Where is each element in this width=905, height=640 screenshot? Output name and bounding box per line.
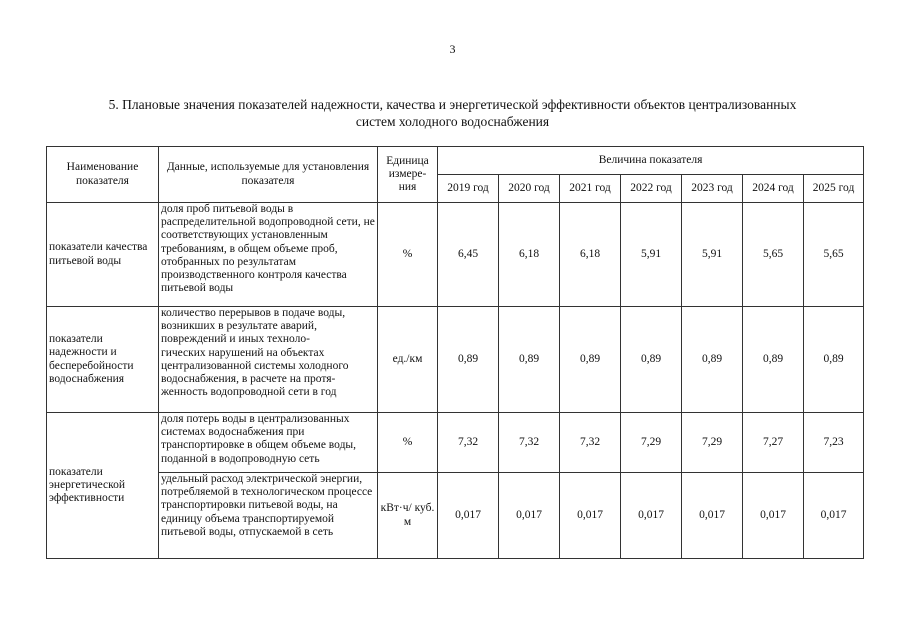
value-cell: 0,017 [499,473,560,559]
section-heading-line-2: систем холодного водоснабжения [355,114,550,129]
value-cell: 6,18 [560,203,621,307]
value-cell: 7,32 [560,413,621,473]
value-cell: 7,32 [438,413,499,473]
value-cell: 0,017 [560,473,621,559]
indicator-unit: ед./км [378,307,438,413]
value-cell: 7,23 [804,413,864,473]
value-cell: 6,45 [438,203,499,307]
value-cell: 0,89 [560,307,621,413]
value-cell: 0,017 [438,473,499,559]
value-cell: 7,32 [499,413,560,473]
header-value-group: Величина показателя [438,147,864,175]
indicator-description: удельный расход электрической энергии, потребляемой в технологическом процессе транспортировки питьевой воды, на единицу объема транспортируемой питьевой воды, отпускаемой в сеть [159,473,378,559]
table-row [47,473,864,559]
table-row [47,203,864,307]
indicators-table [46,146,864,559]
indicator-unit: % [378,203,438,307]
header-year: 2023 год [682,175,743,203]
value-cell: 7,29 [682,413,743,473]
value-cell: 0,017 [682,473,743,559]
header-year: 2024 год [743,175,804,203]
header-year: 2020 год [499,175,560,203]
indicator-description: доля проб питьевой воды в распределительной водопроводной сети, не соответствующих установленным требованиям, в общем объеме проб, отобранных по результатам производственного контроля качества питьевой воды [159,203,378,307]
value-cell: 0,89 [743,307,804,413]
indicator-unit: % [378,413,438,473]
value-cell: 0,89 [438,307,499,413]
page-number: 3 [449,42,456,56]
table-row [47,307,864,413]
value-cell: 5,91 [682,203,743,307]
header-year: 2019 год [438,175,499,203]
header-year: 2021 год [560,175,621,203]
value-cell: 0,89 [682,307,743,413]
indicator-name: показатели надежности и бесперебойности водоснабжения [47,307,159,413]
value-cell: 5,65 [743,203,804,307]
indicator-description: доля потерь воды в централизованных системах водоснабжения при транспортировке в общем объеме воды, поданной в водопроводную сеть [159,413,378,473]
value-cell: 0,89 [804,307,864,413]
value-cell: 7,27 [743,413,804,473]
table-row [47,413,864,473]
value-cell: 5,91 [621,203,682,307]
value-cell: 5,65 [804,203,864,307]
header-year: 2022 год [621,175,682,203]
indicator-name: показатели качества питьевой воды [47,203,159,307]
header-name: Наименование показателя [47,147,159,203]
value-cell: 6,18 [499,203,560,307]
value-cell: 0,017 [743,473,804,559]
value-cell: 0,89 [621,307,682,413]
indicator-unit: кВт·ч/ куб. м [378,473,438,559]
section-heading-line-1: 5. Плановые значения показателей надежности, качества и энергетической эффективности объектов централизованных [108,97,797,112]
value-cell: 7,29 [621,413,682,473]
header-year: 2025 год [804,175,864,203]
indicator-description: количество перерывов в подаче воды, возникших в результате аварий, повреждений и иных техноло- гических нарушений на объектах централизованной системы холодного водоснабжения, в расчете на протя- женность водопроводной сети в год [159,307,378,413]
value-cell: 0,017 [804,473,864,559]
section-heading [40,96,865,130]
header-data: Данные, используемые для установления показателя [159,147,378,203]
header-row [47,147,864,175]
value-cell: 0,017 [621,473,682,559]
indicator-name: показатели энергетической эффективности [47,413,159,559]
header-unit: Единица измере-ния [378,147,438,203]
value-cell: 0,89 [499,307,560,413]
